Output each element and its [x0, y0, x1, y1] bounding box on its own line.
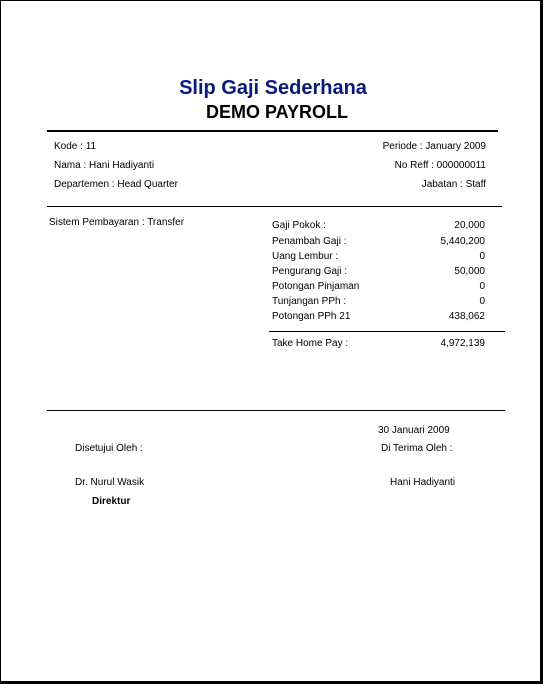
- take-home-value: 4,972,139: [440, 338, 485, 349]
- salary-item-value: 0: [479, 251, 485, 262]
- take-home-label: Take Home Pay :: [272, 338, 349, 349]
- salary-item-label: Penambah Gaji :: [272, 236, 347, 247]
- reference-number: No Reff : 000000011: [394, 160, 486, 171]
- salary-item-label: Tunjangan PPh :: [272, 296, 347, 307]
- page-title: Slip Gaji Sederhana: [179, 77, 367, 99]
- total-divider: [269, 331, 505, 332]
- job-title: Jabatan : Staff: [421, 179, 486, 190]
- info-divider: [47, 206, 502, 207]
- salary-item-value: 5,440,200: [440, 236, 485, 247]
- payment-method: Sistem Pembayaran : Transfer: [49, 217, 185, 228]
- salary-item-value: 50,000: [454, 266, 485, 277]
- footer-divider: [47, 410, 505, 411]
- employee-code: Kode : 11: [54, 141, 97, 152]
- employee-department: Departemen : Head Quarter: [54, 179, 178, 190]
- signature-date: 30 Januari 2009: [378, 425, 450, 436]
- salary-item-label: Potongan Pinjaman: [272, 281, 360, 292]
- page-subtitle: DEMO PAYROLL: [205, 102, 348, 122]
- approver-title: Direktur: [92, 496, 131, 507]
- salary-item-value: 0: [479, 281, 485, 292]
- salary-item-value: 20,000: [454, 220, 485, 231]
- salary-item-label: Gaji Pokok :: [272, 220, 326, 231]
- salary-item-value: 438,062: [448, 311, 485, 322]
- salary-item-value: 0: [479, 296, 485, 307]
- approved-by-label: Disetujui Oleh :: [75, 443, 143, 454]
- receiver-name: Hani Hadiyanti: [390, 477, 456, 488]
- header-divider: [47, 130, 498, 132]
- salary-item-label: Potongan PPh 21: [272, 311, 351, 322]
- salary-item-label: Pengurang Gaji :: [272, 266, 348, 277]
- salary-item-label: Uang Lembur :: [272, 251, 339, 262]
- employee-name: Nama : Hani Hadiyanti: [54, 160, 155, 171]
- received-by-label: Di Terima Oleh :: [381, 443, 453, 454]
- approver-name: Dr. Nurul Wasik: [75, 477, 145, 488]
- pay-period: Periode : January 2009: [382, 141, 486, 152]
